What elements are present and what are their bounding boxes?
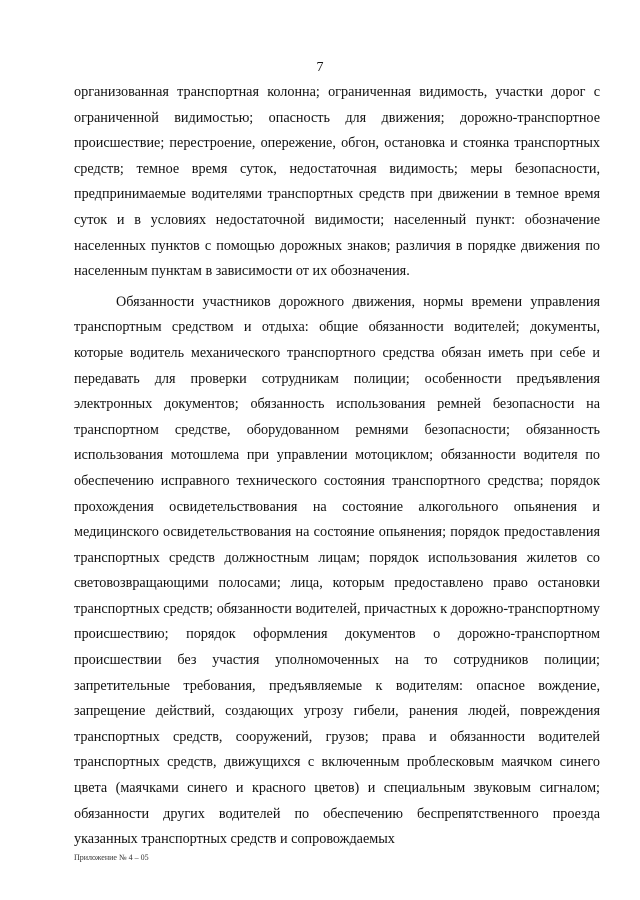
page-number: 7 xyxy=(316,60,324,75)
paragraph-continued: организованная транспортная колонна; ограниченная видимость, участки дорог с ограниченной видимостью; опасность для движения; дорожно-транспортное происшествие; перестроение, опережение, обгон, остановка и стоянка транспортных средств; темное время суток, недостаточная видимость; меры безопасности, предпринимаемые водителями транспортных средств при движении в темное время суток и в условиях недостаточной видимости; населенный пункт: обозначение населенных пунктов с помощью дорожных знаков; различия в порядке движения по населенным пунктам в зависимости от их обозначения. xyxy=(74,84,600,280)
footer-note: Приложение № 4 – 05 xyxy=(74,853,149,862)
paragraph-driver-duties: Обязанности участников дорожного движения, нормы времени управления транспортным средством и отдыха: общие обязанности водителей; документы, которые водитель механического транспортного средства обязан иметь при себе и передавать для проверки сотрудникам полиции; особенности предъявления электронных документов; обязанность использования ремней безопасности на транспортном средстве, оборудованном ремнями безопасности; обязанность использования мотошлема при управлении мотоциклом; обязанности водителя по обеспечению исправного технического состояния транспортного средства; порядок прохождения освидетельствования на состояние алкогольного опьянения и медицинского освидетельствования на состояние опьянения; порядок предоставления транспортных средств должностным лицам; порядок использования жилетов со световозвращающими полосами; лица, которым предоставлено право остановки транспортных средств; обязанности водителей, причастных к дорожно-транспортному происшествию; порядок оформления документов о дорожно-транспортном происшествии без участия уполномоченных на то сотрудников полиции; запретительные требования, предъявляемые к водителям: опасное вождение, запрещение действий, создающих угрозу гибели, ранения людей, повреждения транспортных средств, сооружений, грузов; права и обязанности водителей транспортных средств, движущихся с включенным проблесковым маячком синего цвета (маячками синего и красного цветов) и специальным звуковым сигналом; обязанности других водителей по обеспечению беспрепятственного проезда указанных транспортных средств и сопровождаемых xyxy=(74,293,600,848)
document-body xyxy=(74,80,600,853)
